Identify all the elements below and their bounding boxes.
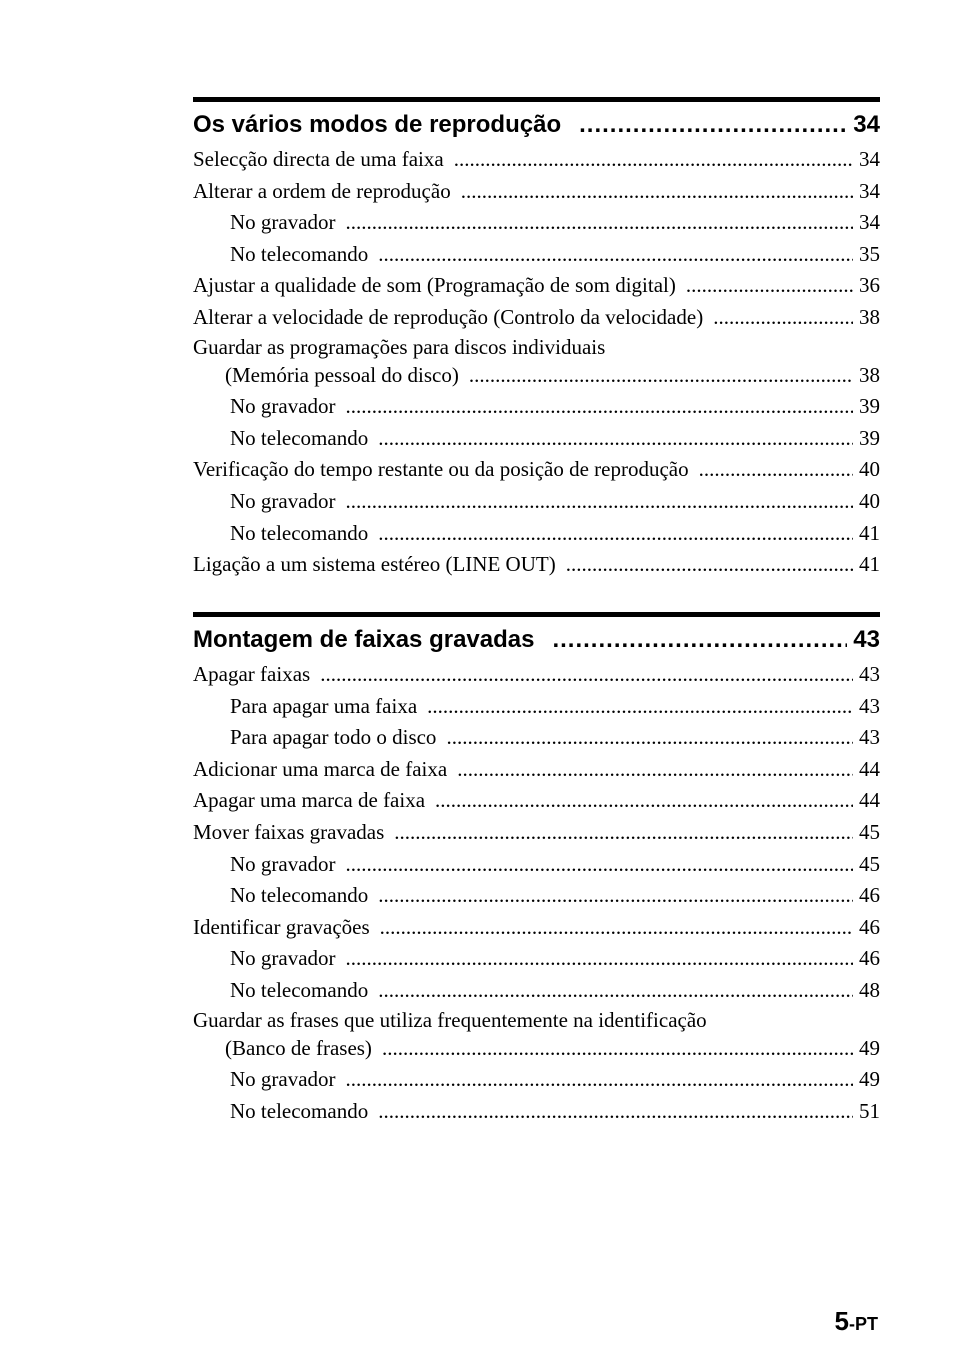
section-title: Montagem de faixas gravadas (193, 626, 535, 653)
page-number-suffix: -PT (849, 1314, 878, 1334)
section-page: 43 (853, 626, 880, 653)
toc-subentry: No gravador ..... 34 (193, 207, 880, 239)
leader-dots (552, 626, 847, 654)
section-rule (193, 97, 880, 102)
toc-subentry: Para apagar todo o disco ..... 43 (193, 722, 880, 754)
toc-entry: Ligação a um sistema estéreo (LINE OUT) ..... 41 (193, 549, 880, 581)
leader-dots (579, 111, 847, 139)
toc-section-editing (193, 612, 880, 1127)
toc-subentry: No gravador ..... 49 (193, 1064, 880, 1096)
toc-subentry: No telecomando ..... 51 (193, 1096, 880, 1128)
toc-subentry: No telecomando ..... 46 (193, 880, 880, 912)
toc-subentry: No gravador ..... 45 (193, 849, 880, 881)
toc-entry: Alterar a velocidade de reprodução (Controlo da velocidade) ..... 38 (193, 302, 880, 334)
toc-subentry: Para apagar uma faixa ..... 43 (193, 691, 880, 723)
section-page: 34 (853, 111, 880, 138)
toc-entry: Verificação do tempo restante ou da posição de reprodução ..... 40 (193, 454, 880, 486)
page-number-value: 5 (834, 1306, 849, 1336)
toc-entry: Ajustar a qualidade de som (Programação de som digital) ..... 36 (193, 270, 880, 302)
toc-entry: Identificar gravações ..... 46 (193, 912, 880, 944)
toc-entry: Adicionar uma marca de faixa ..... 44 (193, 754, 880, 786)
section-title: Os vários modos de reprodução (193, 111, 562, 138)
toc-subentry: No gravador ..... 46 (193, 943, 880, 975)
toc-subentry: No telecomando ..... 48 (193, 975, 880, 1007)
toc-entry: Apagar faixas ..... 43 (193, 659, 880, 691)
section-heading (193, 626, 880, 656)
toc-entry: Mover faixas gravadas ..... 45 (193, 817, 880, 849)
toc-section-playback-modes (193, 97, 880, 581)
page-number (835, 1306, 878, 1337)
toc-subentry: No gravador ..... 40 (193, 486, 880, 518)
toc-subentry: No telecomando ..... 41 (193, 518, 880, 550)
toc-entry: Selecção directa de uma faixa ..... 34 (193, 144, 880, 176)
section-heading (193, 111, 880, 141)
toc-entry-multiline: Guardar as frases que utiliza frequentemente na identificação (Banco de frases) ..... 49 (193, 1007, 880, 1065)
section-rule (193, 612, 880, 617)
toc-entry-multiline: Guardar as programações para discos individuais (Memória pessoal do disco) ..... 38 (193, 334, 880, 392)
toc-entry: Apagar uma marca de faixa ..... 44 (193, 785, 880, 817)
toc-subentry: No gravador ..... 39 (193, 391, 880, 423)
toc-entry: Alterar a ordem de reprodução ..... 34 (193, 176, 880, 208)
toc-subentry: No telecomando ..... 39 (193, 423, 880, 455)
toc-subentry: No telecomando ..... 35 (193, 239, 880, 271)
